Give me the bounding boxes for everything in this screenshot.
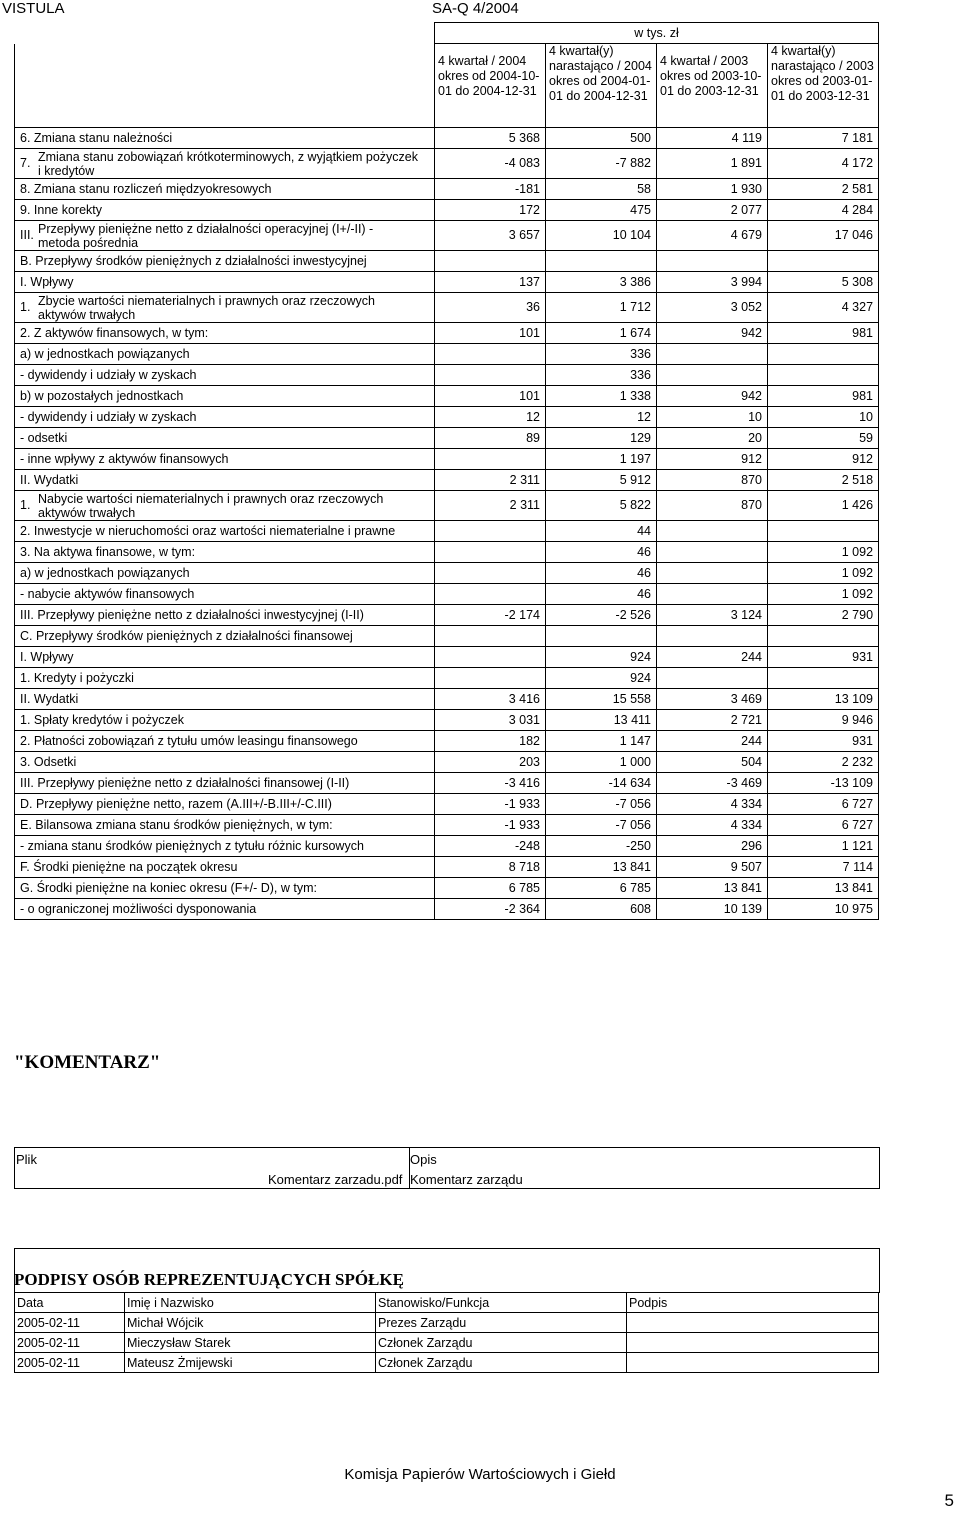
signature-cell: [627, 1333, 879, 1353]
signature-cell: [627, 1353, 879, 1373]
table-row: [15, 899, 879, 920]
page-number: 5: [944, 1491, 954, 1510]
table-cell: [768, 521, 879, 542]
table-row: [15, 470, 879, 491]
table-cell: 10: [657, 407, 768, 428]
opis-header: Opis: [410, 1152, 437, 1167]
table-row: [15, 542, 879, 563]
table-cell: 2 581: [768, 179, 879, 200]
table-cell: -7 056: [546, 794, 657, 815]
row-label: D. Przepływy pieniężne netto, razem (A.III+/-B.III+/-C.III): [15, 794, 435, 815]
row-label: [15, 491, 435, 521]
signature-cell: Prezes Zarządu: [376, 1313, 627, 1333]
row-label: a) w jednostkach powiązanych: [15, 563, 435, 584]
table-row: [15, 689, 879, 710]
table-cell: 4 284: [768, 200, 879, 221]
table-cell: 13 411: [546, 710, 657, 731]
table-cell: 7 181: [768, 128, 879, 149]
table-cell: 10 975: [768, 899, 879, 920]
row-label-text: Zbycie wartości niematerialnych i prawnych oraz rzeczowych aktywów trwałych: [38, 293, 375, 322]
signatures-header-row: [15, 1293, 879, 1313]
table-cell: -4 083: [435, 149, 546, 179]
table-row: [15, 710, 879, 731]
row-label: 3. Na aktywa finansowe, w tym:: [15, 542, 435, 563]
table-row: [15, 344, 879, 365]
table-cell: [768, 251, 879, 272]
row-label: - dywidendy i udziały w zyskach: [15, 365, 435, 386]
row-label: [15, 149, 435, 179]
table-row: [15, 386, 879, 407]
column-header-row: [15, 44, 879, 128]
table-cell: 2 790: [768, 605, 879, 626]
table-cell: 137: [435, 272, 546, 293]
table-cell: 942: [657, 386, 768, 407]
signature-cell: Mieczysław Starek: [125, 1333, 376, 1353]
table-cell: 13 109: [768, 689, 879, 710]
row-label: F. Środki pieniężne na początek okresu: [15, 857, 435, 878]
table-cell: 6 727: [768, 794, 879, 815]
row-label: B. Przepływy środków pieniężnych z działalności inwestycyjnej: [15, 251, 435, 272]
table-row: [15, 179, 879, 200]
row-label: 8. Zmiana stanu rozliczeń międzyokresowych: [15, 179, 435, 200]
signature-cell: Członek Zarządu: [376, 1333, 627, 1353]
plik-header: Plik: [16, 1152, 37, 1167]
table-cell: 101: [435, 386, 546, 407]
table-row: [15, 428, 879, 449]
table-row: [15, 149, 879, 179]
table-cell: 1 147: [546, 731, 657, 752]
table-cell: 101: [435, 323, 546, 344]
table-cell: 4 334: [657, 794, 768, 815]
table-cell: 17 046: [768, 221, 879, 251]
table-row: [15, 857, 879, 878]
table-cell: 36: [435, 293, 546, 323]
table-cell: 931: [768, 731, 879, 752]
table-cell: -1 933: [435, 794, 546, 815]
table-cell: -7 056: [546, 815, 657, 836]
table-cell: 1 121: [768, 836, 879, 857]
table-cell: [657, 344, 768, 365]
table-cell: 4 172: [768, 149, 879, 179]
table-cell: [435, 584, 546, 605]
table-cell: -13 109: [768, 773, 879, 794]
table-cell: 942: [657, 323, 768, 344]
table-cell: 6 785: [546, 878, 657, 899]
table-cell: [657, 626, 768, 647]
table-cell: [435, 344, 546, 365]
table-cell: 15 558: [546, 689, 657, 710]
table-cell: 1 712: [546, 293, 657, 323]
row-label: - dywidendy i udziały w zyskach: [15, 407, 435, 428]
row-label-text: Nabycie wartości niematerialnych i prawnych oraz rzeczowych aktywów trwałych: [38, 491, 384, 520]
row-label: I. Wpływy: [15, 272, 435, 293]
table-cell: 10: [768, 407, 879, 428]
column-header-q4-2004: 4 kwartał / 2004 okres od 2004-10-01 do 2004-12-31: [435, 44, 546, 128]
table-cell: [435, 521, 546, 542]
table-row: [15, 668, 879, 689]
table-cell: 336: [546, 365, 657, 386]
row-label: - zmiana stanu środków pieniężnych z tytułu różnic kursowych: [15, 836, 435, 857]
table-row: [15, 563, 879, 584]
table-cell: [657, 584, 768, 605]
footer: Komisja Papierów Wartościowych i Giełd: [344, 1466, 616, 1483]
table-cell: 8 718: [435, 857, 546, 878]
table-cell: [435, 563, 546, 584]
table-cell: 1 092: [768, 584, 879, 605]
table-cell: 1 000: [546, 752, 657, 773]
table-cell: 10 139: [657, 899, 768, 920]
table-cell: 12: [435, 407, 546, 428]
table-cell: [657, 521, 768, 542]
table-cell: 5 308: [768, 272, 879, 293]
table-cell: 244: [657, 647, 768, 668]
table-row: [15, 626, 879, 647]
table-row: [15, 323, 879, 344]
table-cell: 4 119: [657, 128, 768, 149]
row-label: C. Przepływy środków pieniężnych z działalności finansowej: [15, 626, 435, 647]
table-cell: 5 912: [546, 470, 657, 491]
table-cell: 13 841: [657, 878, 768, 899]
table-cell: 924: [546, 668, 657, 689]
table-cell: 870: [657, 470, 768, 491]
table-cell: -1 933: [435, 815, 546, 836]
table-cell: -14 634: [546, 773, 657, 794]
row-label: 2. Z aktywów finansowych, w tym:: [15, 323, 435, 344]
table-row: [15, 293, 879, 323]
table-cell: 336: [546, 344, 657, 365]
table-row: [15, 491, 879, 521]
table-cell: 12: [546, 407, 657, 428]
signature-cell: Członek Zarządu: [376, 1353, 627, 1373]
row-label: [15, 293, 435, 323]
table-cell: 870: [657, 491, 768, 521]
row-label: - o ograniczonej możliwości dysponowania: [15, 899, 435, 920]
table-cell: 244: [657, 731, 768, 752]
signature-cell: 2005-02-11: [15, 1333, 125, 1353]
table-cell: 9 507: [657, 857, 768, 878]
table-row: [15, 773, 879, 794]
table-cell: 6 785: [435, 878, 546, 899]
table-cell: 2 077: [657, 200, 768, 221]
row-label: - nabycie aktywów finansowych: [15, 584, 435, 605]
comment-file-description: Komentarz zarządu: [410, 1172, 523, 1187]
table-cell: 504: [657, 752, 768, 773]
signatures-header-cell: Stanowisko/Funkcja: [376, 1293, 627, 1313]
table-cell: [768, 344, 879, 365]
table-row: [15, 584, 879, 605]
signature-row: [15, 1333, 879, 1353]
table-row: [15, 251, 879, 272]
table-cell: [546, 626, 657, 647]
row-label: 6. Zmiana stanu należności: [15, 128, 435, 149]
table-cell: 2 232: [768, 752, 879, 773]
table-cell: 1 674: [546, 323, 657, 344]
row-label: II. Wydatki: [15, 689, 435, 710]
table-cell: -7 882: [546, 149, 657, 179]
table-cell: [435, 626, 546, 647]
table-cell: 10 104: [546, 221, 657, 251]
signature-cell: 2005-02-11: [15, 1353, 125, 1373]
row-label: 2. Inwestycje w nieruchomości oraz wartości niematerialne i prawne: [15, 521, 435, 542]
table-cell: [768, 626, 879, 647]
table-cell: [435, 365, 546, 386]
table-row: [15, 521, 879, 542]
table-cell: -248: [435, 836, 546, 857]
table-cell: 3 994: [657, 272, 768, 293]
table-cell: 1 092: [768, 542, 879, 563]
row-label-text: Przepływy pieniężne netto z działalności operacyjnej (I+/-II) - metoda pośrednia: [38, 221, 374, 250]
row-label: 2. Płatności zobowiązań z tytułu umów leasingu finansowego: [15, 731, 435, 752]
table-cell: 7 114: [768, 857, 879, 878]
table-cell: 5 822: [546, 491, 657, 521]
row-label-text: Zmiana stanu zobowiązań krótkoterminowych, z wyjątkiem pożyczek i kredytów: [38, 149, 419, 178]
table-cell: 4 334: [657, 815, 768, 836]
table-cell: 44: [546, 521, 657, 542]
table-cell: 912: [657, 449, 768, 470]
table-cell: 20: [657, 428, 768, 449]
table-cell: 475: [546, 200, 657, 221]
row-prefix: 1.: [20, 498, 31, 512]
row-label: [15, 221, 435, 251]
row-prefix: 1.: [20, 300, 31, 314]
table-cell: 1 092: [768, 563, 879, 584]
table-cell: 608: [546, 899, 657, 920]
table-cell: [435, 647, 546, 668]
table-cell: 2 518: [768, 470, 879, 491]
signature-row: [15, 1353, 879, 1373]
table-cell: 13 841: [768, 878, 879, 899]
signature-row: [15, 1313, 879, 1333]
table-cell: [657, 563, 768, 584]
table-cell: 3 469: [657, 689, 768, 710]
table-cell: 1 891: [657, 149, 768, 179]
signature-cell: [627, 1313, 879, 1333]
table-cell: 2 311: [435, 470, 546, 491]
table-cell: 981: [768, 323, 879, 344]
table-cell: 3 416: [435, 689, 546, 710]
unit-row: [15, 23, 879, 44]
table-cell: -250: [546, 836, 657, 857]
table-cell: 500: [546, 128, 657, 149]
table-row: [15, 272, 879, 293]
row-label: G. Środki pieniężne na koniec okresu (F+/- D), w tym:: [15, 878, 435, 899]
row-label: - inne wpływy z aktywów finansowych: [15, 449, 435, 470]
row-prefix: 7.: [20, 156, 31, 170]
table-row: [15, 836, 879, 857]
company-name: VISTULA: [2, 0, 65, 17]
comment-title: "KOMENTARZ": [14, 1052, 161, 1073]
table-cell: 6 727: [768, 815, 879, 836]
table-cell: 4 679: [657, 221, 768, 251]
table-cell: 3 031: [435, 710, 546, 731]
table-cell: 58: [546, 179, 657, 200]
table-cell: -2 174: [435, 605, 546, 626]
table-cell: 172: [435, 200, 546, 221]
table-cell: -3 416: [435, 773, 546, 794]
table-cell: 2 311: [435, 491, 546, 521]
table-cell: [435, 668, 546, 689]
row-label: a) w jednostkach powiązanych: [15, 344, 435, 365]
row-label: b) w pozostałych jednostkach: [15, 386, 435, 407]
signature-cell: Mateusz Żmijewski: [125, 1353, 376, 1373]
row-label: 1. Spłaty kredytów i pożyczek: [15, 710, 435, 731]
signatures-header-cell: Podpis: [627, 1293, 879, 1313]
table-cell: 1 426: [768, 491, 879, 521]
table-cell: 9 946: [768, 710, 879, 731]
table-cell: 13 841: [546, 857, 657, 878]
table-cell: -2 526: [546, 605, 657, 626]
table-row: [15, 407, 879, 428]
unit-label: w tys. zł: [435, 23, 879, 44]
table-cell: -181: [435, 179, 546, 200]
table-row: [15, 128, 879, 149]
table-cell: [768, 668, 879, 689]
table-cell: [657, 365, 768, 386]
table-cell: [435, 542, 546, 563]
row-label: - odsetki: [15, 428, 435, 449]
table-cell: [435, 251, 546, 272]
column-header-cum-2003: 4 kwartał(y) narastająco / 2003 okres od 2003-01-01 do 2003-12-31: [768, 44, 879, 128]
comment-file-link[interactable]: Komentarz zarzadu.pdf: [268, 1172, 403, 1187]
table-cell: [657, 542, 768, 563]
table-cell: 182: [435, 731, 546, 752]
table-cell: [768, 365, 879, 386]
table-cell: 4 327: [768, 293, 879, 323]
row-label: 3. Odsetki: [15, 752, 435, 773]
table-cell: 1 338: [546, 386, 657, 407]
signatures-title: PODPISY OSÓB REPREZENTUJĄCYCH SPÓŁKĘ: [14, 1270, 404, 1289]
row-label: II. Wydatki: [15, 470, 435, 491]
table-cell: 59: [768, 428, 879, 449]
table-cell: 2 721: [657, 710, 768, 731]
signature-cell: Michał Wójcik: [125, 1313, 376, 1333]
table-row: [15, 365, 879, 386]
cash-flow-table: [14, 22, 879, 920]
table-row: [15, 815, 879, 836]
signatures-table: [14, 1292, 879, 1373]
row-label: 1. Kredyty i pożyczki: [15, 668, 435, 689]
table-cell: 3 124: [657, 605, 768, 626]
table-row: [15, 605, 879, 626]
signatures-header-cell: Data: [15, 1293, 125, 1313]
column-header-cum-2004: 4 kwartał(y) narastająco / 2004 okres od 2004-01-01 do 2004-12-31: [546, 44, 657, 128]
table-cell: 46: [546, 542, 657, 563]
table-cell: 1 197: [546, 449, 657, 470]
table-cell: 5 368: [435, 128, 546, 149]
table-cell: [657, 668, 768, 689]
table-cell: 129: [546, 428, 657, 449]
signatures-header-cell: Imię i Nazwisko: [125, 1293, 376, 1313]
row-label: III. Przepływy pieniężne netto z działalności finansowej (I-II): [15, 773, 435, 794]
report-code: SA-Q 4/2004: [432, 0, 519, 17]
row-label: E. Bilansowa zmiana stanu środków pieniężnych, w tym:: [15, 815, 435, 836]
table-cell: 89: [435, 428, 546, 449]
table-row: [15, 878, 879, 899]
table-row: [15, 647, 879, 668]
table-row: [15, 752, 879, 773]
row-label: 9. Inne korekty: [15, 200, 435, 221]
table-cell: [435, 449, 546, 470]
table-row: [15, 449, 879, 470]
table-cell: 931: [768, 647, 879, 668]
table-cell: 3 052: [657, 293, 768, 323]
table-row: [15, 731, 879, 752]
row-label: I. Wpływy: [15, 647, 435, 668]
table-cell: 46: [546, 563, 657, 584]
table-cell: 3 386: [546, 272, 657, 293]
table-cell: -2 364: [435, 899, 546, 920]
table-cell: 203: [435, 752, 546, 773]
signature-cell: 2005-02-11: [15, 1313, 125, 1333]
row-prefix: III.: [20, 228, 34, 242]
table-cell: 1 930: [657, 179, 768, 200]
table-cell: 46: [546, 584, 657, 605]
column-header-q4-2003: 4 kwartał / 2003 okres od 2003-10-01 do 2003-12-31: [657, 44, 768, 128]
table-cell: [546, 251, 657, 272]
table-cell: 296: [657, 836, 768, 857]
table-cell: -3 469: [657, 773, 768, 794]
row-label: III. Przepływy pieniężne netto z działalności inwestycyjnej (I-II): [15, 605, 435, 626]
table-cell: 981: [768, 386, 879, 407]
table-row: [15, 200, 879, 221]
table-row: [15, 221, 879, 251]
table-cell: 912: [768, 449, 879, 470]
table-row: [15, 794, 879, 815]
table-cell: 3 657: [435, 221, 546, 251]
table-cell: [657, 251, 768, 272]
table-cell: 924: [546, 647, 657, 668]
